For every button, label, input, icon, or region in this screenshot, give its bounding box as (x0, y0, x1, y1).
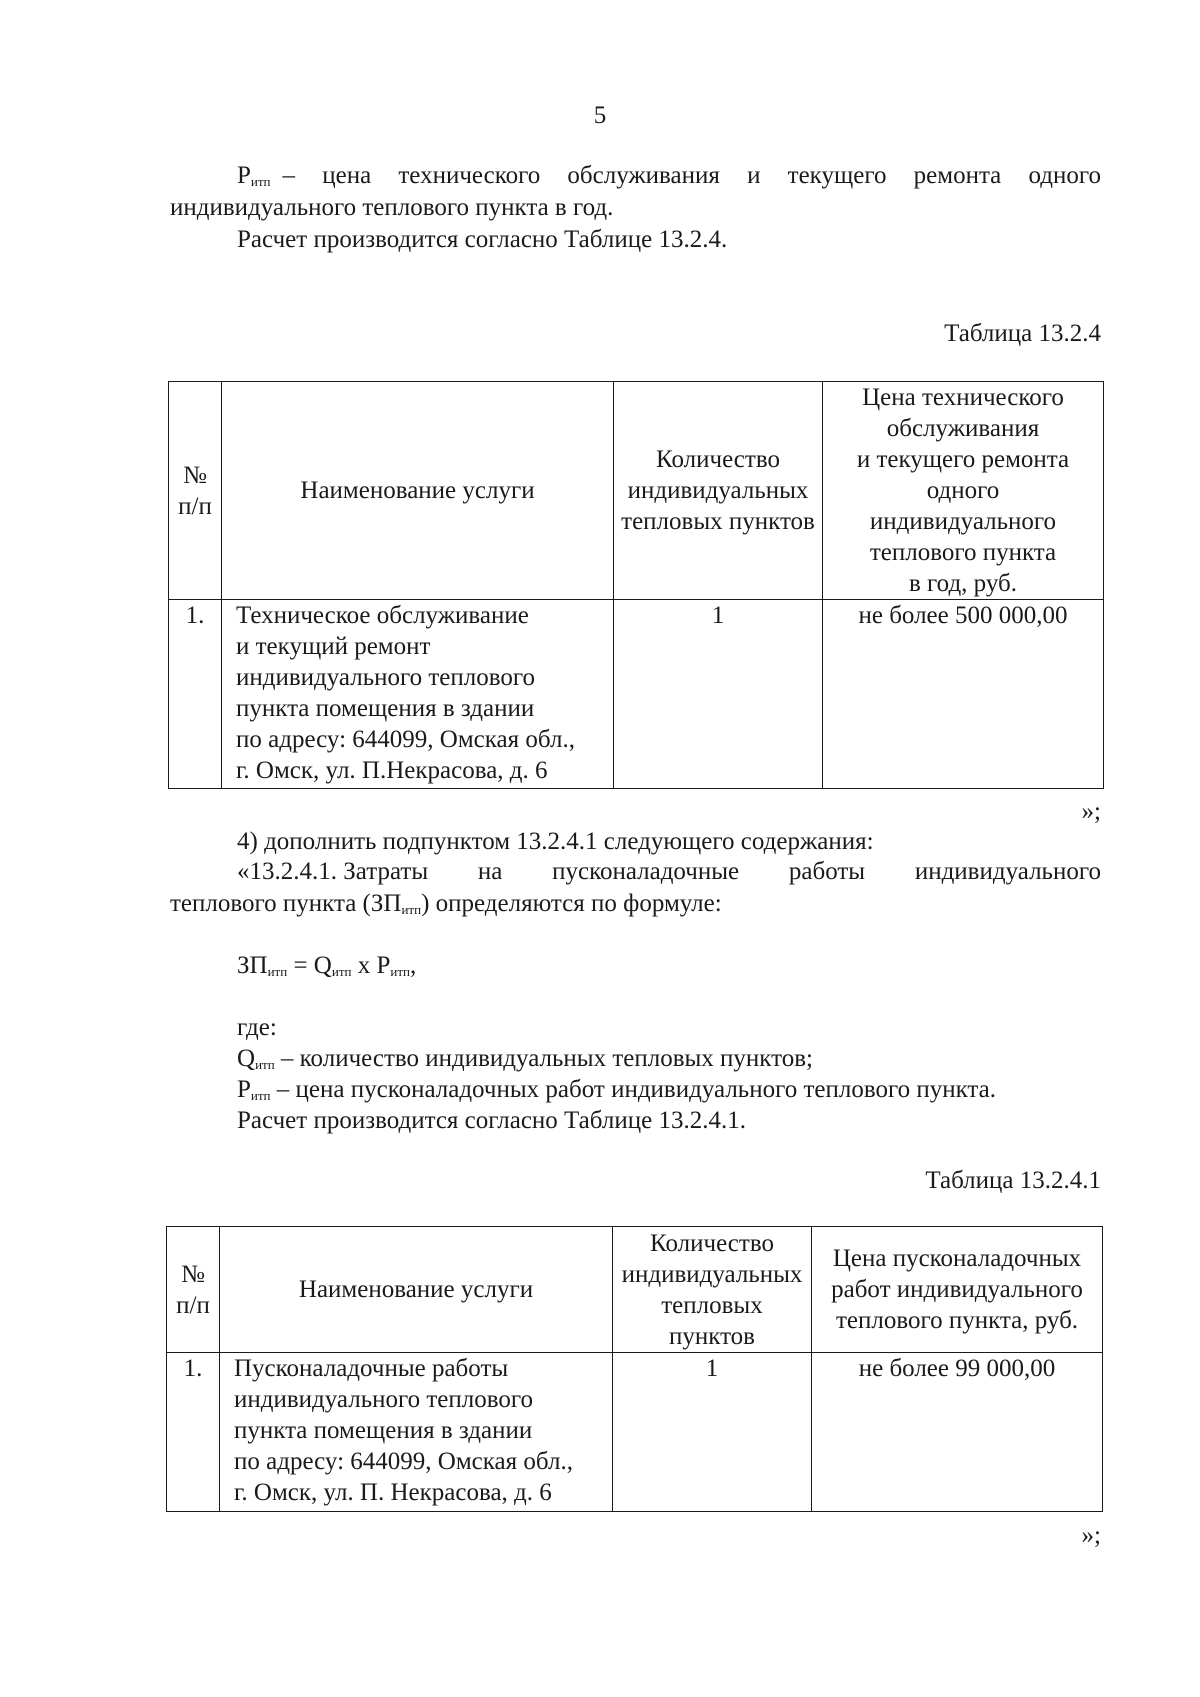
table1-caption: Таблица 13.2.4 (944, 320, 1101, 347)
table2-closing-quote: »; (1081, 1522, 1101, 1549)
table1-cell-qty: 1 (614, 600, 823, 789)
amend-item-4: 4) дополнить подпунктом 13.2.4.1 следующего содержания: (237, 828, 874, 855)
intro-line-1 (237, 160, 1101, 192)
amend-paragraph-line-1 (237, 856, 1101, 888)
table2-header-row (167, 1227, 1103, 1353)
table-row (169, 600, 1104, 789)
where-q-definition: $Q_{итп}$ – количество индивидуальных тепловых пунктов; (237, 1045, 813, 1072)
table2-header-price: Цена пусконаладочных работ индивидуального теплового пункта, руб. (812, 1227, 1103, 1353)
where-calc: Расчет производится согласно Таблице 13.2.4.1. (237, 1107, 746, 1134)
table-row (167, 1353, 1103, 1512)
table1-cell-name: Техническое обслуживание и текущий ремонт индивидуального теплового пункта помещения в здании по адресу: 644099, Омская обл., г. Омск, ул. П.Некрасова, д. 6 (222, 600, 614, 789)
where-label: где: (237, 1014, 277, 1041)
table2-header-name: Наименование услуги (220, 1227, 613, 1353)
table1-header-row (169, 382, 1104, 600)
amend-word: индивидуального (914, 858, 1101, 885)
table1-cell-num: 1. (169, 600, 222, 789)
formula: $ЗП_{итп} = Q_{итп}$ х $Р_{итп}$, (237, 952, 417, 979)
table2-header-num: № п/п (167, 1227, 220, 1353)
table1-header-num: № п/п (169, 382, 222, 600)
page-number: 5 (593, 102, 607, 129)
intro-symbol: $Р_{итп}$ (237, 162, 271, 189)
amend-paragraph-line-2: теплового пункта $(ЗП_{итп})$ определяются по формуле: (170, 890, 722, 917)
table1-header-qty: Количество индивидуальных тепловых пунктов (614, 382, 823, 600)
table2-cell-name: Пусконаладочные работы индивидуального теплового пункта помещения в здании по адресу: 644099, Омская обл., г. Омск, ул. П. Некрасова, д. 6 (220, 1353, 613, 1512)
table1 (168, 381, 1104, 789)
table2-caption: Таблица 13.2.4.1 (925, 1167, 1101, 1194)
table1-header-price: Цена технического обслуживания и текущего ремонта одного индивидуального теплового пункта в год, руб. (823, 382, 1104, 600)
amend-word: пусконаладочные (552, 858, 740, 885)
intro-line-3: Расчет производится согласно Таблице 13.2.4. (237, 226, 728, 253)
table2-cell-qty: 1 (613, 1353, 812, 1512)
intro-text: – цена технического обслуживания и текущего ремонта одного (282, 162, 1101, 189)
where-p-definition: $Р_{итп}$ – цена пусконаладочных работ индивидуального теплового пункта. (237, 1076, 996, 1103)
table1-cell-price: не более 500 000,00 (823, 600, 1104, 789)
table2-header-qty: Количество индивидуальных тепловых пунктов (613, 1227, 812, 1353)
table2-cell-num: 1. (167, 1353, 220, 1512)
amend-word: «13.2.4.1. Затраты (237, 858, 429, 885)
table1-closing-quote: »; (1081, 798, 1101, 825)
table2 (166, 1226, 1103, 1512)
amend-word: работы (788, 858, 866, 885)
table1-header-name: Наименование услуги (222, 382, 614, 600)
amend-word: на (477, 858, 503, 885)
intro-line-2: индивидуального теплового пункта в год. (170, 194, 614, 221)
table2-cell-price: не более 99 000,00 (812, 1353, 1103, 1512)
